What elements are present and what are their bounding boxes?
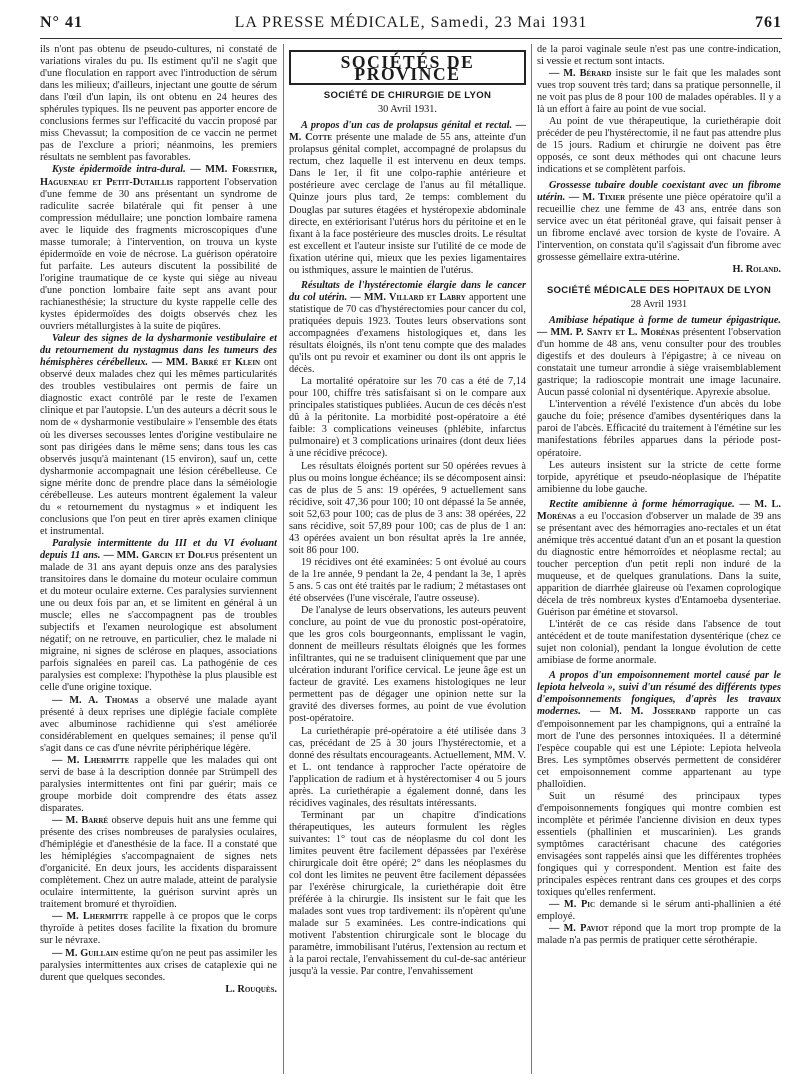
- page-header: [40, 14, 782, 36]
- paragraph: La curiethérapie pré-opératoire a été utilisée dans 3 cas, précédant de 25 à 30 jours l'hystérectomie, et a donné des résultats encourageants. Actuellement, MM. V. et L. ont tendance à rapprocher l'acte opératoire de l'application de radium et à hystérectomiser 4 ou 5 jours après. La curiethérapie a également donné, dans les récidives vaginales, des résultats intéressants.: [289, 725, 526, 809]
- article-dysharmonie: [40, 333, 277, 538]
- article-title: Rectite amibienne à forme hémorragique.: [549, 498, 735, 510]
- article-authors: — M. M. Josserand: [589, 706, 696, 718]
- article-text: rapporte un cas d'empoisonnement par les champignons, qui a entraîné la mort de l'une des personnes intoxiquées. Il a déterminé l'espèce coupable qui est une Lépiote: Lepiota helveola Bres. Les symptômes observés permettent de considérer cet empoisonnement comme appartenant au type phalloïdien.: [537, 706, 781, 790]
- article-text: présentent un malade de 31 ans ayant depuis onze ans des paralysies transitoires dans le domaine du moteur oculaire commun et du moteur oculaire externe. Ces paralysies surviennent une ou deux fois par an, et se limitent en général à un muscle; elles ne s'accompagnent pas de troubles subjectifs et l'examen neurologique est absolument négatif; on ne retrouve, en particulier, chez le malade ni migraine, ni signes de sclérose en plaques, associations parfois signalées en pareil cas. La pathogénie de ces paralysies est complexe: l'hypothèse la plus plausible est celle d'une origine toxique.: [40, 549, 277, 694]
- article-title: A propos d'un empoisonnement mortel causé par le lepiota helveola », suivi d'un résumé des différents types d'empoisonnements fongiques, d'après les travaux modernes.: [537, 670, 781, 718]
- paragraph: Suit un résumé des principaux types d'empoisonnements fongiques qui montre combien est incomplète et périmée l'ancienne division en deux types essentiels (phallinien et muscarinien). Les grands symptômes caractérisant chacune des catégories envisagées sont rappelés ainsi que les différentes trophées fongiques qui y correspondent. Mention est faite des principales espèces rentrant dans ces groupes et des corps toxiques qu'elles renferment.: [537, 790, 781, 899]
- paragraph: La mortalité opératoire sur les 70 cas a été de 7,14 pour 100, chiffre très satisfaisant si on le compare aux principales statistiques publiées. Aucun de ces décès n'est dû à la péritonite. La morbidité post-opératoire a été faible: 3 complications veineuses (phlébite, infarctus pulmonaire) et 3 complications urinaires (dont deux liées à une récidive précoce).: [289, 376, 526, 460]
- discussion-text: rappelle que les malades qui ont servi de base à la description donnée par Strümpell des paralysies intermittentes ont fini par guérir; mais ce groupe morbide doit comprendre des états assez disparates.: [40, 754, 277, 814]
- signature: L. Rouquès.: [225, 983, 277, 995]
- discussant: — M. Guillain: [52, 947, 119, 959]
- discussion-lhermitte-2: [40, 911, 277, 947]
- article-empoisonnement: [537, 670, 781, 790]
- article-hysterectomie: [289, 280, 526, 376]
- article-rectite: [537, 499, 781, 619]
- article-title: Résultats de l'hystérectomie élargie dans le cancer du col utérin.: [289, 279, 526, 303]
- article-kyste: [40, 164, 277, 333]
- article-text: a eu l'occasion d'observer un malade de 39 ans se présentant avec des hémorragies ano-rectales et un état anémique très accentué datant d'un an et posant la question du diagnostic entre hémorroïdes et néoplasme rectal; au toucher perception d'un petit repli non induré de la muqueuse, et de quelques granulations. Dans la suite, apparition de diarrhée glaireuse où l'examen coprologique décela de très nombreux kystes d'Entamoeba dysenteriae. Guérison par émétine et stovarsol.: [537, 510, 781, 619]
- article-text: ont observé deux malades chez qui les mêmes particularités des troubles vestibulaires ont permis de faire un diagnostic exact contrôlé par le reste de l'examen clinique et par l'autopsie. L'un des auteurs a décrit sous le nom de « dysharmonie vestibulaire » l'ensemble des états où les diverses secousses lentes d'origine vestibulaire ne sont pas dirigées dans le même sens; dans tous les cas observés jusqu'à maintenant (15 environ), sauf un, cette dysharmonie accompagnait une lésion cérébelleuse. Ce signe mérite donc de prendre place dans la séméiologie cérébelleuse. Les auteurs montrent également la valeur du « retournement du nystagmus » et indiquent les conclusions que l'on peut en tirer après examen clinique et instrumental.: [40, 357, 277, 537]
- article-authors: — M. L. Morénas: [537, 498, 781, 522]
- discussant: — M. Pic: [549, 899, 596, 911]
- paragraph: 19 récidives ont été examinées: 5 ont évolué au cours de la 1re année, 9 pendant la 2e, 4 pendant la 3e, 1 après 5 ans. 5 cas ont été traités par le radium; 2 métastases ont été observées (l'une viscérale, l'autre osseuse).: [289, 556, 526, 605]
- article-authors: — MM. Garcin et Dolfus: [103, 549, 219, 561]
- article-authors: — M. Tixier: [568, 191, 626, 203]
- signature: H. Roland.: [732, 263, 781, 275]
- article-title: Grossesse tubaire double coexistant avec un fibrome utérin.: [537, 179, 781, 203]
- column-divider: [531, 44, 532, 1074]
- article-authors: — MM. Barré et Klein: [151, 357, 261, 369]
- society-title: SOCIÉTÉ MÉDICALE DES HOPITAUX DE LYON: [546, 284, 772, 296]
- paragraph: Terminant par un chapitre d'indications thérapeutiques, les auteurs formulent les règles suivantes: 1° tout cas de néoplasme du col dont les limites peuvent être facilement dépassées par l'exérèse chirurgicale doit être opéré; 2° dans les néoplasmes du col dont les limites ne peuvent être facilement dépassées par l'exérèse chirurgicale, la curiethérapie doit être préférée à la chirurgie. Ils insistent sur le fait que les malades sont vues trop tardivement: ils n'opèrent qu'une malade sur 5 examinées. Les contre-indications qui motivent l'abstention chirurgicale sont le blocage du paramètre, immobilisant l'utérus, l'extension au rectum et à la paroi rectale, l'envahissement du cul-de-sac antérieur jusqu'à la vessie. Par contre, l'envahissement: [289, 809, 526, 978]
- article-grossesse: [537, 180, 781, 264]
- discussion-berard: [537, 68, 781, 116]
- discussion-pic: [537, 899, 781, 923]
- paragraph: ils n'ont pas obtenu de pseudo-cultures, ni constaté de variations virales du pu. Ils estiment qu'il ne s'agit que d'une floculation en rapport avec l'introduction de sérum dans les milieux; d'ailleurs, injectant une goutte de sérum dans l'œil d'un lapin, ils ont obtenu en 24 heures des sphérules typiques. Ils ne peuvent pas apporter encore de conclusions fermes sur l'efficacité du vaccin proposé par miss Chevassut; la composition de ce vaccin ne permet pas de l'exclure a priori; néanmoins, les premiers résultats ne semblent pas favorables.: [40, 44, 277, 164]
- discussion-thomas: [40, 695, 277, 755]
- discussion-text: estime qu'on ne peut pas assimiler les paralysies intermittentes aux crises de cataplexie qui ne durent que quelques secondes.: [40, 947, 277, 983]
- discussant: — M. Lhermitte: [52, 911, 129, 923]
- article-amibiase: [537, 315, 781, 399]
- article-authors: — M. Cotte: [289, 120, 526, 144]
- paragraph: Au point de vue thérapeutique, la curiethérapie doit précéder de peu l'hystérectomie, il ne faut pas attendre plus de 15 jours. Radium et chirurgie ne doivent pas être opposés, ce sont deux méthodes qui ont chacune leurs indications et se complètent parfois.: [537, 116, 781, 176]
- discussant: — M. Barré: [52, 815, 109, 826]
- article-authors: — MM. Forestier, Hagueneau et Petit-Dutaillis: [40, 164, 277, 188]
- discussion-lhermitte: [40, 755, 277, 815]
- journal-title: LA PRESSE MÉDICALE, Samedi, 23 Mai 1931: [234, 14, 588, 31]
- discussant: — M. A. Thomas: [52, 694, 139, 706]
- paragraph: De l'analyse de leurs observations, les auteurs peuvent conclure, au point de vue du pronostic post-opératoire, que les gros cols bourgeonnants, emplissant le vagin, donnent de meilleurs résultats éloignés que les formes infiltrantes, qui ne se traduisent cliniquement que par une ulcération indurant l'orifice cervical. Le jeune âge est un facteur de gravité. Les examens histologiques ne leur permettent pas de dégager une opinion nette sur la gravité des diverses formes, au point de vue évolution post-opératoire.: [289, 605, 526, 725]
- article-text: rapportent l'observation d'une femme de 30 ans présentant un syndrome de radiculite sacrée bilatérale qui fit penser à une compression médullaire; une ponction lombaire ramena avec le liquide des fragments microscopiques d'une masse tumorale; à l'intervention, on trouva un kyste épidermoïde en voie de nécrose. La guérison opératoire fut parfaite. Les auteurs discutent la possibilité de l'origine traumatique de ce kyste qui siège au niveau d'une ponction lombaire faite sept ans avant pour rachianesthésie; la structure du kyste rappelle celle des kystes épidermoïdes des doigts observés chez les ouvriers métallurgistes à la suite de piqûres.: [40, 176, 277, 333]
- discussion-text: demande si le sérum anti-phallinien a été employé.: [537, 899, 781, 923]
- page-number: 761: [755, 14, 782, 31]
- header-rule: [40, 38, 782, 39]
- paragraph: de la paroi vaginale seule n'est pas une contre-indication, si vessie et rectum sont intacts.: [537, 44, 781, 68]
- article-text: présente une pièce opératoire qu'il a recueillie chez une femme de 43 ans, entrée dans son service avec un état péritonéal grave, qui faisait penser à un fibrome enclavé avec torsion de kyste de l'ovaire. A l'intervention, on constata qu'il s'agissait d'un fibrome avec grossesse gémellaire extra-utérine.: [537, 191, 781, 263]
- paragraph: Les résultats éloignés portent sur 50 opérées revues à plus ou moins longue échéance; ils se décomposent ainsi: cas de plus de 5 ans: 19 opérées, 9 actuellement sans récidive, soit 47,36 pour 100; 10 ont dépassé la 5e année, soit 52,63 pour 100; cas de plus de 3 ans: 38 opérées, 22 sans récidive, soit 57,89 pour 100; cas de plus de 1 an: 43 opérées avaient un bon résultat après la 1re année, soit 86 pour 100.: [289, 460, 526, 556]
- discussion-paviot: [537, 923, 781, 947]
- separator: [629, 280, 689, 281]
- column-divider: [283, 44, 284, 1074]
- discussion-barre: [40, 815, 277, 911]
- column-right: [537, 44, 781, 1072]
- article-authors: — MM. Villard et Labry: [350, 291, 466, 303]
- discussion-text: a observé une malade ayant présenté à deux reprises une diplégie faciale complète avec albuminose rachidienne qui s'est améliorée considérablement en quelques semaines; il pense qu'il s'agit dans ce cas d'une névrite périphérique légère.: [40, 694, 277, 754]
- article-prolapsus: [289, 120, 526, 277]
- discussion-text: observe depuis huit ans une femme qui présente des crises nombreuses de paralysies oculaires, d'hémiplégie et d'anesthésie de la face. Il a constaté que les hémiplégies s'accompagnaient de signes nets d'organicité. En deux jours, les accidents disparaissent complètement. Chez un autre malade, atteint de paralysie oculaire intermittente, la guérison survint après un traitement bromuré et thyroïdien.: [40, 815, 277, 911]
- issue-number: N° 41: [40, 14, 83, 31]
- article-text: présentent l'observation d'un homme de 48 ans, venu consulter pour des troubles digestifs et des douleurs à l'épigastre; à ce niveau on constatait une tumeur arrondie à siège vraisemblablement gastrique; la radioscopie montrait une image lacunaire. Aucun passé colonial ni dysentérique. Apyrexie absolue.: [537, 327, 781, 399]
- paragraph: Les auteurs insistent sur la stricte de cette forme torpide, apyrétique et pseudo-néoplasique de l'hépatite amibienne du lobe gauche.: [537, 459, 781, 495]
- discussant: — M. Bérard: [549, 68, 612, 80]
- article-title: Paralysie intermittente du III et du VI évoluant depuis 11 ans.: [40, 537, 277, 561]
- discussant: — M. Paviot: [549, 923, 609, 935]
- society-title: SOCIÉTÉ DE CHIRURGIE DE LYON: [323, 90, 492, 102]
- article-title: A propos d'un cas de prolapsus génital et rectal.: [301, 120, 513, 132]
- article-text: présente une malade de 55 ans, atteinte d'un prolapsus génital complet, accompagné de prolapsus du rectum, chez laquelle il est intervenu en deux temps. Dans le 1er, il fit une colpo-raphie antérieure et postérieure avec cerclage de l'anus au fil métallique. Quinze jours plus tard, 2e temps: comblement du Douglas par sutures étagées et hystéropexie abdominale directe, en extériorisant l'utérus hors du péritoine et en le fixant à la face postérieure des muscles droits. Le résultat est excellent et l'auteur insiste sur l'utilité de ce mode de fixation utérine qui, mieux que les pexies ligamentaires ou isthmiques, assure le maintien de l'utérus.: [289, 132, 526, 276]
- article-title: Kyste épidermoïde intra-dural.: [52, 164, 186, 176]
- discussion-text: rappelle à ce propos que le corps thyroïde à petites doses facilite la fixation du bromure sur le névraxe.: [40, 911, 277, 947]
- column-middle: [289, 44, 526, 1072]
- article-authors: — MM. P. Santy et L. Morénas: [537, 327, 680, 339]
- article-title: Amibiase hépatique à forme de tumeur épigastrique.: [549, 314, 781, 326]
- discussion-text: répond que la mort trop prompte de la malade n'a pas permis de pratiquer cette sérothérapie.: [537, 923, 781, 947]
- discussant: — M. Lhermitte: [52, 754, 130, 766]
- session-date: 30 Avril 1931.: [377, 104, 437, 116]
- column-left: [40, 44, 277, 1072]
- discussion-guillain: [40, 948, 277, 984]
- section-banner: SOCIÉTÉS DE PROVINCE: [289, 50, 526, 85]
- paragraph: L'intérêt de ce cas réside dans l'absence de tout antécédent et de toute manifestation dysentérique (chez ce sujet non colonial), pendant la longue évolution de cette amibiase de forme anormale.: [537, 619, 781, 667]
- article-text: apportent une statistique de 70 cas d'hystérectomies pour cancer du col, pratiquées depuis 1923. Toutes leurs observations sont accompagnées d'examens histologiques et, dans les résultats éloignés, ils n'ont tenu compte que des malades qu'ils ont pu revoir et examiner ou dont ils ont appris le décès.: [289, 291, 526, 376]
- paragraph: L'intervention a révélé l'existence d'un abcès du lobe gauche du foie; présence d'amibes dysentériques dans la paroi de l'abcès. Efficacité du traitement à l'émétine sur les manifestations fébriles apparues dans la période post-opératoire.: [537, 399, 781, 459]
- discussion-text: insiste sur le fait que les malades sont vues trop souvent très tard; dans sa pratique personnelle, il ne voit pas plus de 8 pour 100 de malades opérables. Il y a là un effort à faire au point de vue social.: [537, 68, 781, 116]
- article-title: Valeur des signes de la dysharmonie vestibulaire et du retournement du nystagmus dans les tumeurs des hémisphères cérébelleux.: [40, 333, 277, 369]
- session-date: 28 Avril 1931: [630, 298, 688, 310]
- article-paralysie: [40, 538, 277, 695]
